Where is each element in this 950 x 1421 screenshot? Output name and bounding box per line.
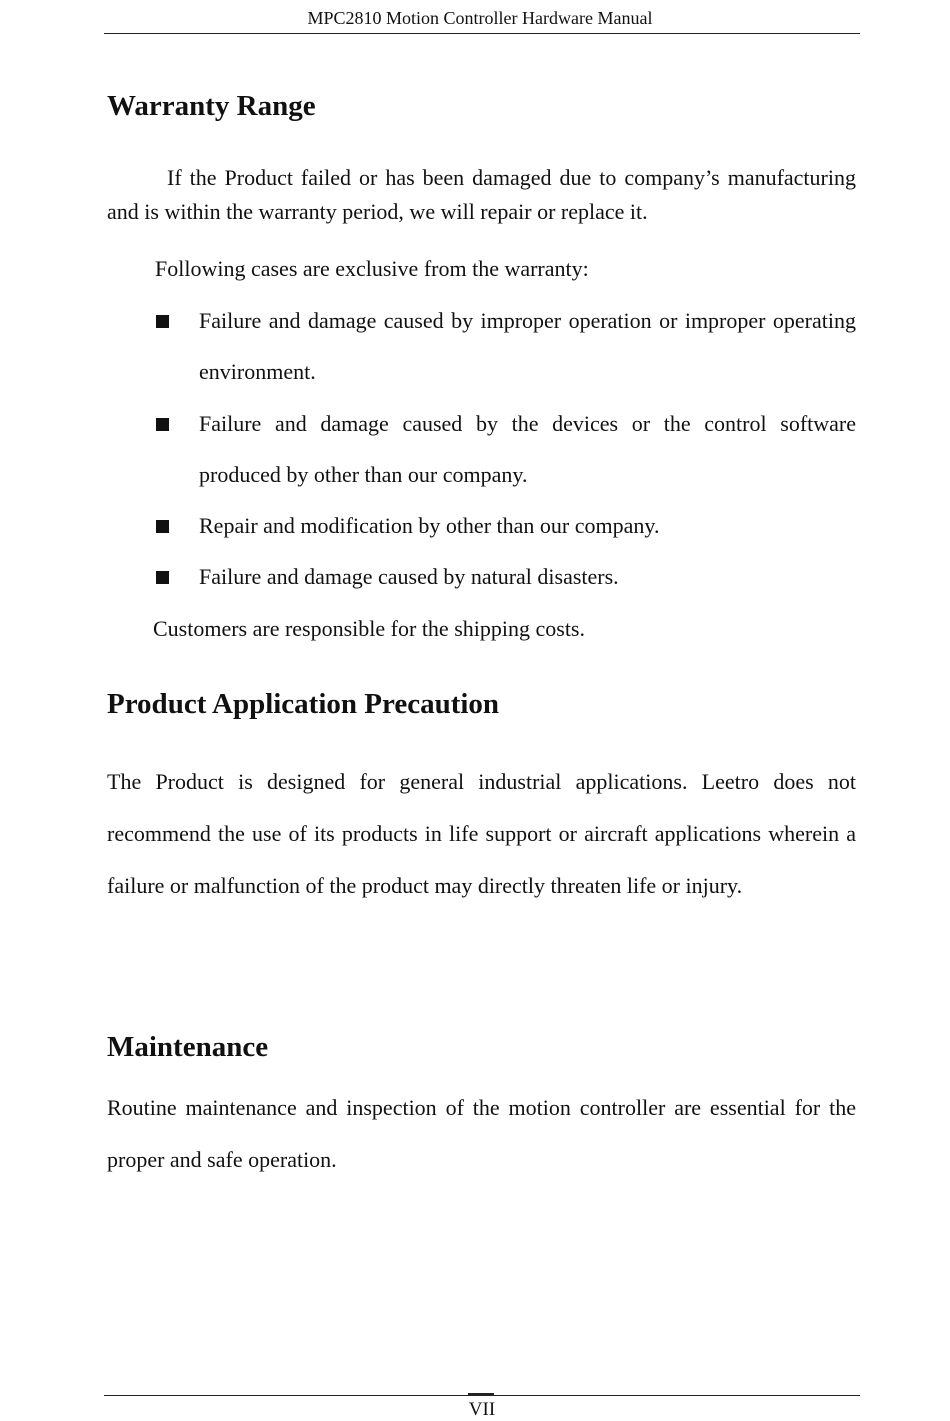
header-rule (104, 33, 860, 34)
running-header: MPC2810 Motion Controller Hardware Manual (307, 8, 653, 28)
warranty-intro: If the Product failed or has been damaged due to company’s manufacturing and is within the warranty period, we will repair or replace it. (107, 165, 856, 224)
maintenance-body: Routine maintenance and inspection of the motion controller are essential for the proper and safe operation. (107, 1095, 856, 1172)
exclusion-item (154, 398, 856, 500)
precaution-heading: Product Application Precaution (107, 688, 500, 720)
bullet-square-icon (156, 571, 169, 584)
page-number: VII (468, 1399, 496, 1420)
exclusions-lead: Following cases are exclusive from the warranty: (155, 256, 589, 281)
maintenance-heading: Maintenance (107, 1031, 269, 1063)
bullet-square-icon (156, 520, 169, 533)
exclusion-text: Failure and damage caused by improper operation or improper operating environment. (199, 308, 856, 384)
footer-mark (468, 1393, 494, 1395)
bullet-square-icon (156, 315, 169, 328)
precaution-body: The Product is designed for general industrial applications. Leetro does not recommend the use of its products in life support or aircraft applications wherein a failure or malfunction of the product may directly threaten life or injury. (107, 769, 856, 898)
exclusion-item (154, 564, 856, 590)
exclusion-item (154, 513, 856, 539)
exclusion-text: Failure and damage caused by natural disasters. (199, 564, 619, 589)
warranty-heading: Warranty Range (107, 90, 316, 122)
exclusion-text: Repair and modification by other than our company. (199, 513, 660, 538)
shipping-note: Customers are responsible for the shipping costs. (153, 616, 585, 641)
footer-rule (104, 1395, 860, 1396)
exclusion-text: Failure and damage caused by the devices or the control software produced by other than our company. (199, 411, 856, 487)
exclusion-item (154, 295, 856, 397)
bullet-square-icon (156, 418, 169, 431)
